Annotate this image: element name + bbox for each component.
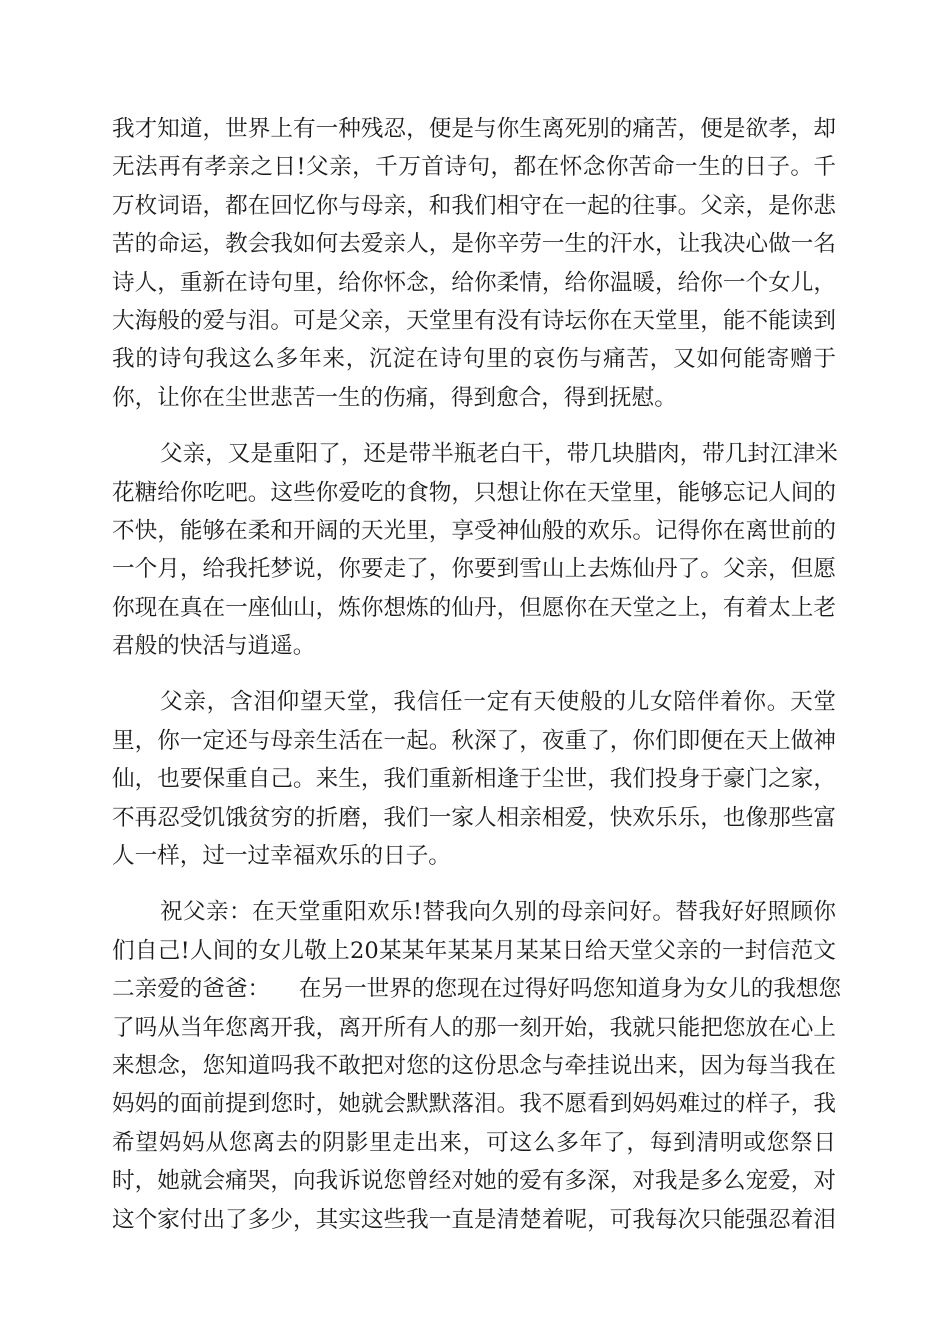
- text-line: 君般的快活与逍遥。: [112, 633, 316, 660]
- text-line: 时，她就会痛哭，向我诉说您曾经对她的爱有多深，对我是多么宠爱，对: [112, 1168, 836, 1195]
- paragraph-3: [112, 683, 836, 875]
- text-line: 大海般的爱与泪。可是父亲，天堂里有没有诗坛你在天堂里，能不能读到: [112, 307, 836, 334]
- text-line: 来想念，您知道吗我不敢把对您的这份思念与牵挂说出来，因为每当我在: [112, 1052, 836, 1079]
- text-line: 父亲，含泪仰望天堂，我信任一定有天使般的儿女陪伴着你。天堂: [160, 689, 836, 716]
- text-line: 苦的命运，教会我如何去爱亲人，是你辛劳一生的汗水，让我决心做一名: [112, 231, 836, 258]
- text-line: 你现在真在一座仙山，炼你想炼的仙丹，但愿你在天堂之上，有着太上老: [112, 594, 836, 621]
- paragraph-4: [112, 893, 842, 1239]
- text-line: 父亲，又是重阳了，还是带半瓶老白干，带几块腊肉，带几封江津米: [160, 441, 838, 468]
- text-line: 万枚词语，都在回忆你与母亲，和我们相守在一起的往事。父亲，是你悲: [112, 192, 836, 219]
- text-line: 我才知道，世界上有一种残忍，便是与你生离死别的痛苦，便是欲孝，却: [112, 116, 836, 142]
- text-line: 不快，能够在柔和开阔的天光里，享受神仙般的欢乐。记得你在离世前的: [112, 517, 836, 544]
- paragraph-2: [112, 435, 836, 665]
- text-line: 仙，也要保重自己。来生，我们重新相逢于尘世，我们投身于豪门之家，: [112, 766, 836, 793]
- document-body: [112, 110, 842, 1257]
- paragraph-1: [112, 110, 836, 417]
- text-line: 我的诗句我这么多年来，沉淀在诗句里的哀伤与痛苦，又如何能寄赠于: [112, 346, 836, 373]
- text-line: 花糖给你吃吧。这些你爱吃的食物，只想让你在天堂里，能够忘记人间的: [112, 479, 836, 506]
- text-line: 人一样，过一过幸福欢乐的日子。: [112, 843, 451, 870]
- text-line: 里，你一定还与母亲生活在一起。秋深了，夜重了，你们即便在天上做神: [112, 727, 836, 754]
- text-line: 二亲爱的爸爸： 在另一世界的您现在过得好吗您知道身为女儿的我想您: [112, 976, 842, 1003]
- text-line: 祝父亲：在天堂重阳欢乐!替我向久别的母亲问好。替我好好照顾你: [160, 899, 836, 926]
- text-line: 无法再有孝亲之日!父亲，千万首诗句，都在怀念你苦命一生的日子。千: [112, 154, 836, 181]
- text-line: 不再忍受饥饿贫穷的折磨，我们一家人相亲相爱，快欢乐乐，也像那些富: [112, 804, 836, 831]
- text-line: 了吗从当年您离开我，离开所有人的那一刻开始，我就只能把您放在心上: [112, 1014, 836, 1041]
- text-line: 这个家付出了多少，其实这些我一直是清楚着呢，可我每次只能强忍着泪: [112, 1206, 836, 1233]
- text-line: 一个月，给我托梦说，你要走了，你要到雪山上去炼仙丹了。父亲，但愿: [112, 556, 836, 583]
- text-line: 你，让你在尘世悲苦一生的伤痛，得到愈合，得到抚慰。: [112, 384, 677, 411]
- text-line: 们自己!人间的女儿敬上20某某年某某月某某日给天堂父亲的一封信范文: [112, 937, 836, 964]
- text-line: 妈妈的面前提到您时，她就会默默落泪。我不愿看到妈妈难过的样子，我: [112, 1091, 836, 1118]
- text-line: 诗人，重新在诗句里，给你怀念，给你柔情，给你温暖，给你一个女儿，: [112, 269, 836, 296]
- text-line: 希望妈妈从您离去的阴影里走出来，可这么多年了，每到清明或您祭日: [112, 1129, 836, 1156]
